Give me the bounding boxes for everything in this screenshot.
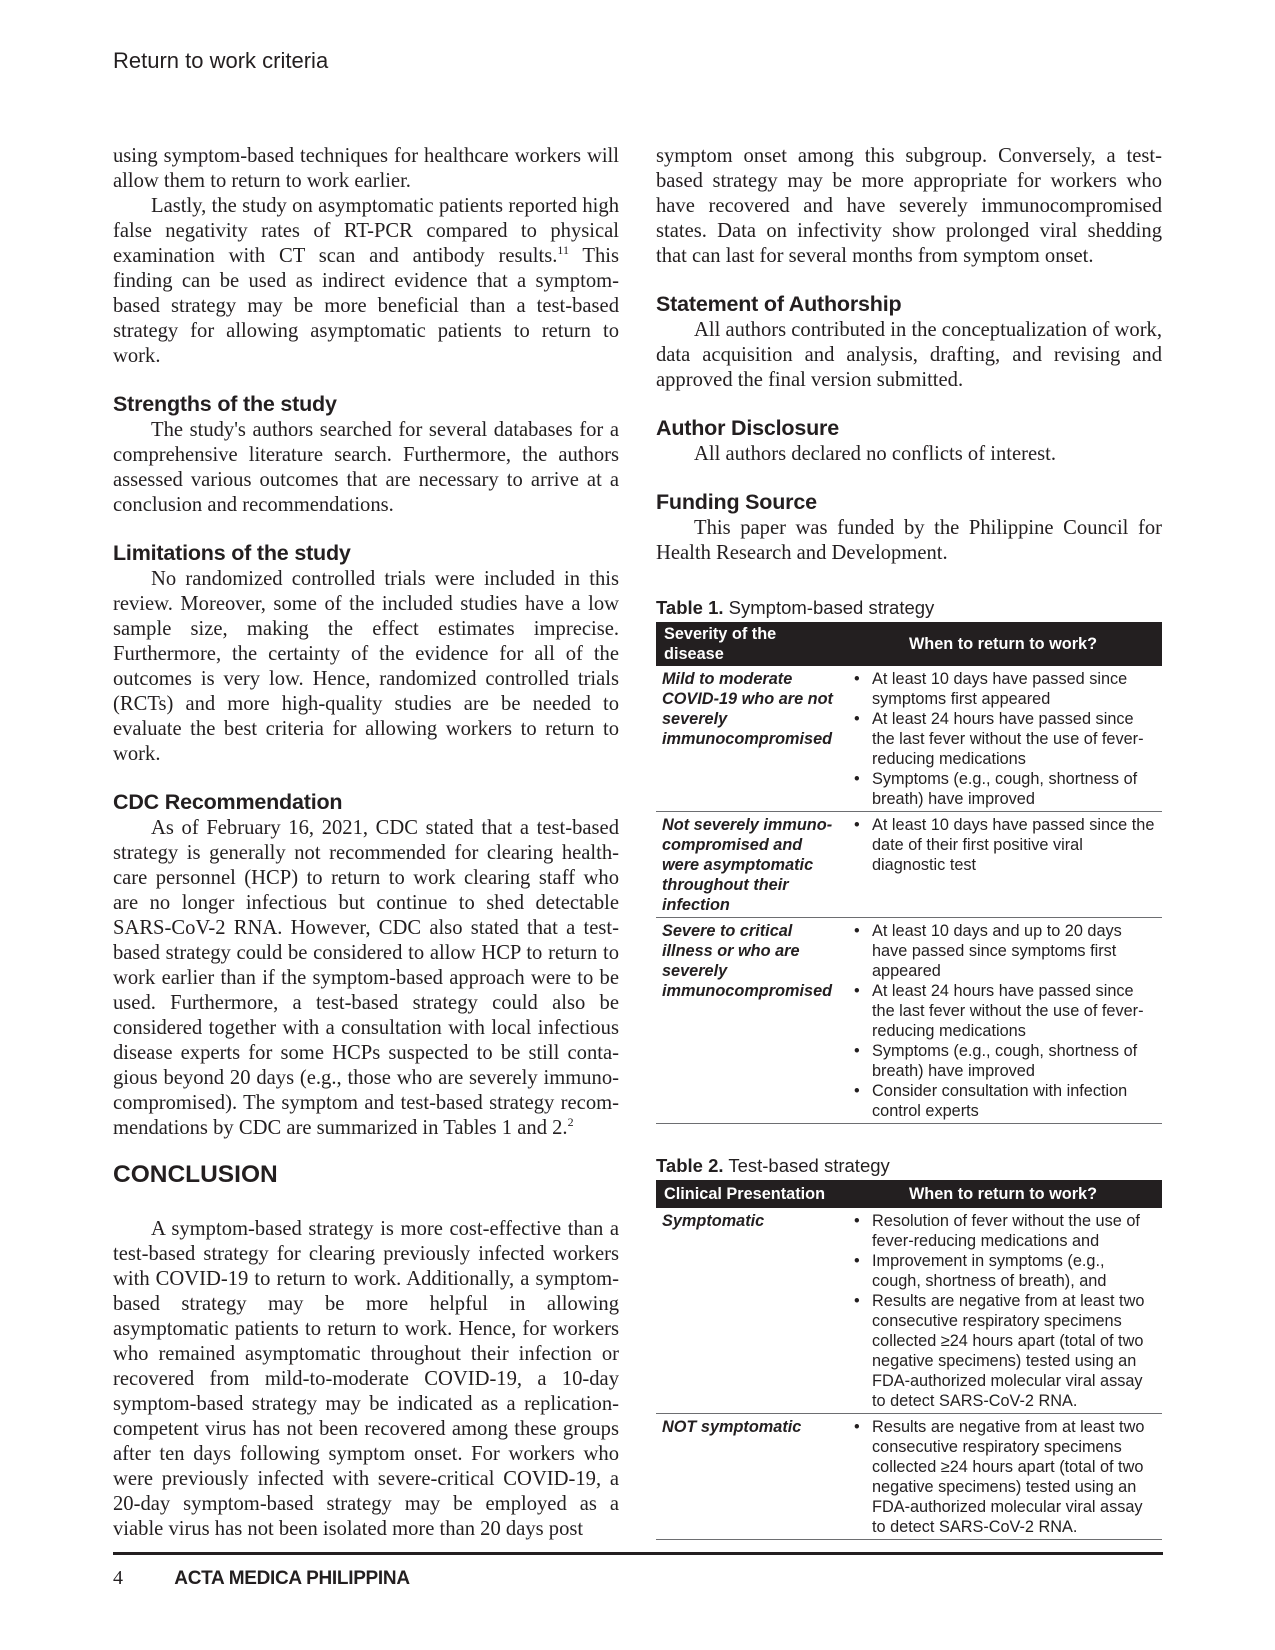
section-heading-strengths: Strengths of the study (113, 392, 337, 416)
cdc-paragraph-text: As of February 16, 2021, CDC stated that a test-based strategy is generally not recommended for clearing healthcare personnel (HCP) to return to work clearing staff who are no longer infectious but continue to shed detectable SARS-CoV-2 RNA. However, CDC also stated that a test-based strategy could be considered to allow HCP to return to work earlier than if the symptom-based approach were to be used. Furthermore, a test-based strategy could also be considered together with a consultation with local infectious disease experts for some HCPs suspected to be still contagious beyond 20 days (e.g., those who are severely immunocompromised). The symptom and test-based strategy recommendations by CDC are summarized in Tables 1 and 2. (113, 817, 619, 1139)
citation-2: 2 (567, 1115, 574, 1130)
table-2-caption (656, 1154, 1162, 1178)
table-2-row-2-condition: NOT symptomatic (662, 1418, 802, 1436)
intro-paragraph-2-tail: This finding can be used as indirect evidence that a symptom-based strategy may be more beneficial than a test-based strategy for allowing asymptomatic patients to return to work. (113, 245, 619, 367)
list-item: • Improvement in symptoms (e.g., cough, shortness of breath), and (850, 1251, 1156, 1291)
list-item: • Consider consultation with infection control experts (850, 1081, 1156, 1121)
section-heading-authorship: Statement of Authorship (656, 292, 902, 316)
citation-11: 11 (557, 243, 569, 258)
table-1-label: Table 1. (656, 597, 724, 618)
intro-paragraph-2 (113, 194, 619, 369)
list-item: • Symptoms (e.g., cough, shortness of breath) have improved (850, 1041, 1156, 1081)
page-footer (113, 1567, 410, 1590)
continuation-paragraph: symptom onset among this subgroup. Conversely, a test-based strategy may be more appropriate for workers who have recovered and have severely immunocompromised states. Data on infectivity show prolonged viral shedding that can last for several months from symptom onset. (656, 145, 1162, 267)
conclusion-paragraph: A symptom-based strategy is more cost-effective than a test-based strategy for clearing previously infected workers with COVID-19 to return to work. Additionally, a symptom-based strategy may be more helpful in allowing asymptomatic patients to return to work. Hence, for workers who remained asymptomatic throughout their infection or recovered from mild-to-moderate COVID-19, a 10-day symptom-based strategy may be indicated as a replication-competent virus has not been recovered among these groups after ten days following symptom onset. For workers who were previously infected with severe-critical COVID-19, a 20-day symptom-based strategy may be employed as a viable virus has not been isolated more than 20 days post (113, 1218, 619, 1540)
intro-paragraph-1: using symptom-based techniques for healthcare workers will allow them to return to work earlier. (113, 145, 619, 192)
list-item: • Results are negative from at least two consecutive respiratory specimens collected ≥24 hours apart (total of two negative specimens) tested using an FDA-authorized molecular viral assay to detect SARS-CoV-2 RNA. (850, 1291, 1156, 1411)
page-number: 4 (113, 1567, 123, 1589)
running-header-title: Return to work criteria (113, 48, 329, 73)
table-row (656, 812, 1162, 918)
journal-name: ACTA MEDICA PHILIPPINA (174, 1568, 410, 1589)
intro-paragraph-2-text: Lastly, the study on asymptomatic patients reported high false negativity rates of RT-PCR compared to physical examination with CT scan and antibody results. (113, 195, 619, 267)
list-item: • At least 10 days and up to 20 days have passed since symptoms first appeared (850, 921, 1156, 981)
authorship-paragraph: All authors contributed in the conceptualization of work, data acquisition and analysis, drafting, and revising and approved the final version submitted. (656, 319, 1162, 391)
table-row (656, 1208, 1162, 1414)
section-heading-funding: Funding Source (656, 490, 817, 514)
table-1-title: Symptom-based strategy (728, 597, 935, 618)
table-1-symptom-based-strategy (656, 622, 1162, 1124)
table-row (656, 666, 1162, 812)
table-1-row-3-condition: Severe to critical illness or who are severely immunocompromised (662, 922, 833, 1000)
table-1-header-severity: Severity of the disease (656, 622, 844, 666)
left-column (113, 144, 619, 1542)
table-2-title: Test-based strategy (728, 1155, 890, 1176)
table-1-caption (656, 596, 1162, 620)
section-heading-limitations: Limitations of the study (113, 541, 351, 565)
table-1-block (656, 596, 1162, 1124)
table-row (656, 918, 1162, 1124)
table-2-header-when: When to return to work? (844, 1180, 1162, 1208)
table-2-row-1-condition: Symptomatic (662, 1212, 765, 1230)
table-2-block (656, 1154, 1162, 1540)
table-2-header-clinical-presentation: Clinical Presentation (656, 1180, 844, 1208)
strengths-paragraph: The study's authors searched for several databases for a comprehensive literature search. Furthermore, the authors assessed various outcomes that are necessary to arrive at a conclusion and recommendations. (113, 419, 619, 516)
cdc-paragraph (113, 816, 619, 1141)
footer-divider (113, 1552, 1163, 1555)
list-item: • Results are negative from at least two consecutive respiratory specimens collected ≥24 hours apart (total of two negative specimens) tested using an FDA-authorized molecular viral assay to detect SARS-CoV-2 RNA. (850, 1417, 1156, 1537)
table-1-row-1-condition: Mild to moderate COVID-19 who are not severely immunocompromised (662, 670, 833, 748)
table-row (656, 1414, 1162, 1540)
right-column (656, 144, 1162, 1540)
list-item: • Symptoms (e.g., cough, shortness of breath) have improved (850, 769, 1156, 809)
section-heading-cdc-recommendation: CDC Recommendation (113, 790, 343, 814)
limitations-paragraph: No randomized controlled trials were included in this review. Moreover, some of the included studies have a low sample size, making the effect estimates imprecise. Furthermore, the certainty of the evidence for all of the outcomes is very low. Hence, randomized controlled trials (RCTs) and more high-quality studies are be needed to evaluate the best criteria for allowing workers to return to work. (113, 568, 619, 765)
table-2-label: Table 2. (656, 1155, 724, 1176)
list-item: • At least 24 hours have passed since the last fever without the use of fever-reducing medications (850, 981, 1156, 1041)
list-item: • At least 24 hours have passed since the last fever without the use of fever-reducing medications (850, 709, 1156, 769)
disclosure-paragraph: All authors declared no conflicts of interest. (694, 443, 1056, 465)
section-heading-conclusion: CONCLUSION (113, 1161, 278, 1188)
table-1-row-2-condition: Not severely immunocompromised and were asymptomatic throughout their infection (662, 816, 833, 914)
list-item: • At least 10 days have passed since the date of their first positive viral diagnostic test (850, 815, 1156, 875)
list-item: • Resolution of fever without the use of fever-reducing medications and (850, 1211, 1156, 1251)
list-item: • At least 10 days have passed since symptoms first appeared (850, 669, 1156, 709)
table-1-header-when: When to return to work? (844, 622, 1162, 666)
section-heading-disclosure: Author Disclosure (656, 416, 839, 440)
table-2-test-based-strategy (656, 1180, 1162, 1540)
funding-paragraph: This paper was funded by the Philippine Council for Health Research and Development. (656, 517, 1162, 564)
